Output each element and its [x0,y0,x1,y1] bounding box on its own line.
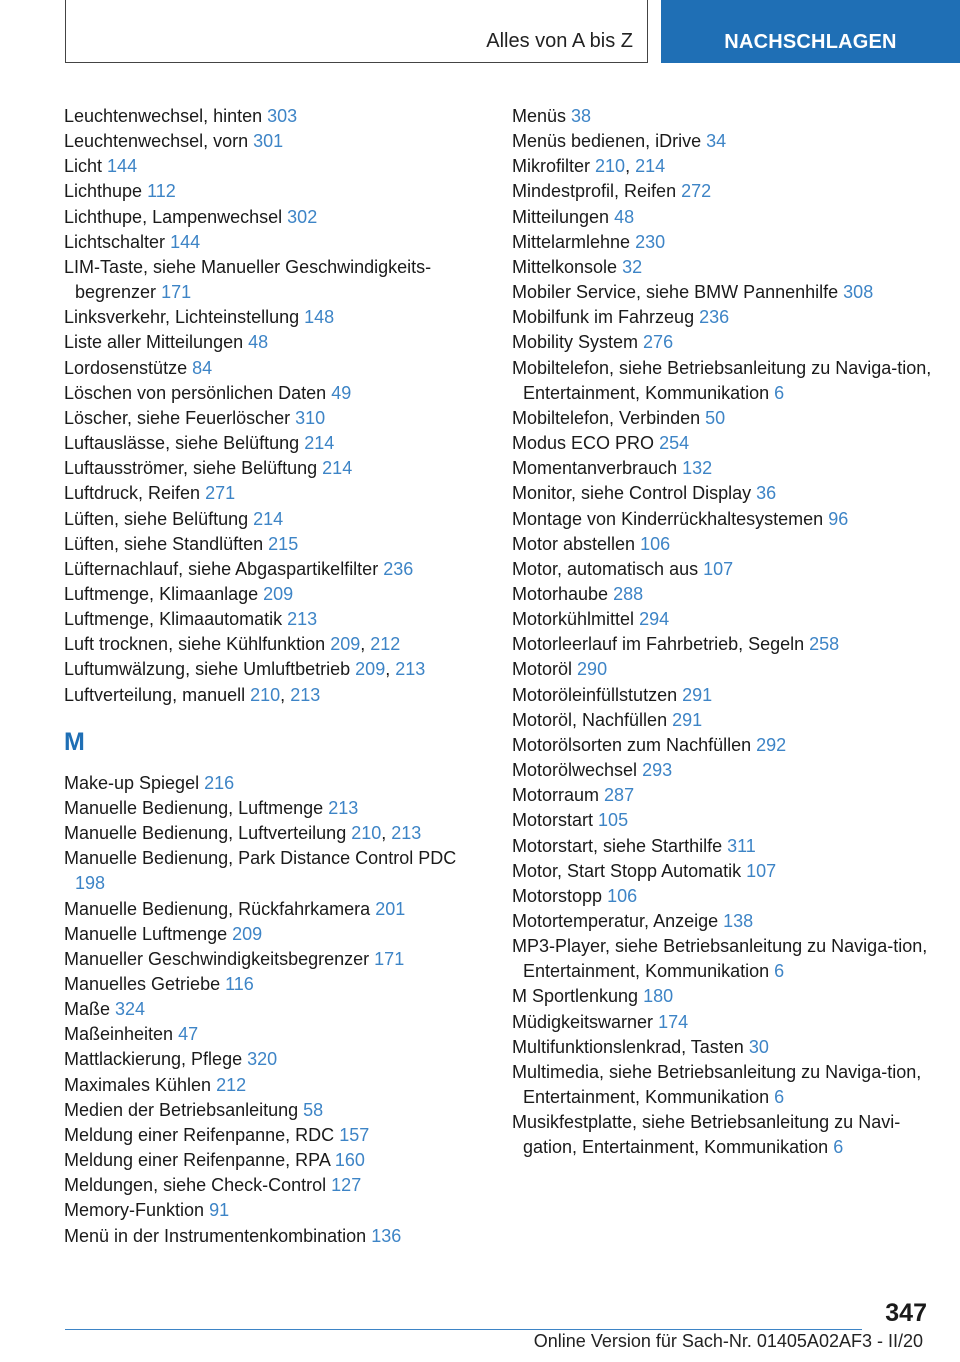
index-entry [64,1123,464,1148]
index-entry [512,280,932,305]
index-term: Meldungen, siehe Check-Control [64,1175,327,1196]
page-reference-link[interactable]: 30 [748,1036,769,1057]
page-reference-link[interactable]: 209 [355,659,386,680]
index-term: Motorstart, siehe Starthilfe [512,835,723,856]
index-term: Lichthupe, Lampenwechsel [64,206,283,227]
page-reference-link[interactable]: 236 [699,307,730,328]
index-term: Mobiltelefon, siehe Betriebsanleitung zu Naviga-tion, Entertainment, Kommunikation [512,357,932,403]
page-reference-link[interactable]: 171 [161,282,192,303]
index-entry [512,834,932,859]
page-reference-link[interactable]: 157 [339,1124,370,1145]
page-reference-link[interactable]: 311 [727,835,756,856]
page-reference-link[interactable]: 180 [643,986,674,1007]
index-term: Meldung einer Reifenpanne, RDC [64,1124,335,1145]
page-reference-link[interactable]: 210 [595,156,626,177]
index-term: Manuelle Bedienung, Luftmenge [64,797,324,818]
page-reference-link[interactable]: 112 [147,181,176,202]
index-term: Luftumwälzung, siehe Umluftbetrieb [64,659,351,680]
index-entry [64,607,464,632]
page-reference-link[interactable]: 213 [290,684,321,705]
page-reference-link[interactable]: 293 [642,760,673,781]
index-entry [512,557,932,582]
page-reference-link[interactable]: 209 [330,634,361,655]
index-term: Motorkühlmittel [512,609,635,630]
page-reference-link[interactable]: 301 [253,131,284,152]
page-reference-link[interactable]: 32 [622,256,643,277]
index-term: Lüften, siehe Belüftung [64,508,249,529]
page-reference-link[interactable]: 6 [833,1137,844,1158]
index-term: Motorölwechsel [512,760,638,781]
index-entry [512,179,932,204]
index-term: Mitteilungen [512,206,610,227]
page-reference-link[interactable]: 310 [295,407,326,428]
index-term: Manuelle Bedienung, Park Distance Control PDC [64,848,457,869]
index-entry [512,104,932,129]
page-reference-link[interactable]: 174 [658,1011,689,1032]
index-entry [512,733,932,758]
page-reference-link[interactable]: 290 [577,659,608,680]
index-entry: Luftumwälzung, siehe Umluftbetrieb 209, 213 [64,659,426,680]
index-term: Menüs [512,106,567,126]
index-term: Luftmenge, Klimaautomatik [64,609,283,630]
index-term: Motor, automatisch aus [512,558,699,579]
page-reference-link[interactable]: 106 [607,885,638,906]
index-list-m [64,771,464,1249]
page-reference-link[interactable]: 292 [756,734,787,755]
page-reference-link[interactable]: 48 [614,206,635,227]
index-term: Luftmenge, Klimaanlage [64,583,259,604]
index-entry [512,708,932,733]
index-term: Manuelle Luftmenge [64,923,228,944]
index-entry [512,984,932,1009]
index-entry [64,532,464,557]
index-term: Motoröl [512,659,573,680]
page-reference-link[interactable]: 271 [205,483,236,504]
index-term: Motorölsorten zum Nachfüllen [512,734,752,755]
index-entry [64,922,464,947]
index-term: Motorstopp [512,885,603,906]
index-term: Motorhaube [512,583,609,604]
index-term: Löscher, siehe Feuerlöscher [64,407,291,428]
page-reference-link[interactable]: 213 [391,823,422,844]
index-term: Make-up Spiegel [64,772,200,793]
index-term: Maximales Kühlen [64,1074,212,1095]
page-reference-link[interactable]: 212 [216,1074,247,1095]
index-term: Medien der Betriebsanleitung [64,1099,299,1120]
index-entry [512,129,932,154]
index-entry [512,808,932,833]
index-term: Menüs bedienen, iDrive [512,131,702,152]
index-entry [512,934,932,984]
page-reference-link[interactable]: 210 [351,823,382,844]
page-reference-link[interactable]: 136 [371,1225,402,1246]
page-reference-link[interactable]: 213 [395,659,426,680]
index-term: Memory-Funktion [64,1200,205,1221]
index-term: Manuelle Bedienung, Rückfahrkamera [64,898,371,919]
page-reference-link[interactable]: 84 [192,357,213,378]
page-reference-link[interactable]: 210 [250,684,281,705]
index-entry [512,1060,932,1110]
page-reference-link[interactable]: 132 [682,458,713,479]
index-entry [512,884,932,909]
page-reference-link[interactable]: 302 [287,206,318,227]
index-term: Manuelle Bedienung, Luftverteilung [64,823,347,844]
index-term: Mobilfunk im Fahrzeug [512,307,695,328]
index-term: Luftauslässe, siehe Belüftung [64,433,300,454]
page-reference-link[interactable]: 276 [643,332,674,353]
index-entry [64,1173,464,1198]
index-entry: Mikrofilter 210, 214 [512,156,666,177]
page-reference-link[interactable]: 288 [613,583,644,604]
page-reference-link[interactable]: 116 [225,974,254,994]
page-reference-link[interactable]: 38 [571,106,592,126]
index-term: Luftverteilung, manuell [64,684,246,705]
page-reference-link[interactable]: 144 [107,156,138,177]
index-entry [512,305,932,330]
index-term: Multimedia, siehe Betriebsanleitung zu Naviga-tion, Entertainment, Kommunikation [512,1061,922,1108]
index-column-left [64,104,464,1249]
index-entry [64,1047,464,1072]
index-entry [512,356,932,406]
index-entry [512,683,932,708]
index-term: Mobiltelefon, Verbinden [512,407,701,428]
index-entry [512,632,932,657]
index-term: Menü in der Instrumentenkombination [64,1225,367,1246]
header-title-box [65,0,648,63]
index-entry [64,972,464,997]
page-reference-link[interactable]: 209 [263,583,294,604]
index-entry: Luft trocknen, siehe Kühlfunktion 209, 212 [64,634,401,655]
index-term: Maßeinheiten [64,1024,174,1045]
index-entry [512,406,932,431]
index-entry [64,1098,464,1123]
page-reference-link[interactable]: 47 [178,1024,199,1045]
page-reference-link[interactable]: 320 [247,1049,278,1070]
index-entry [64,1224,464,1249]
index-entry [64,305,464,330]
page-reference-link[interactable]: 6 [774,382,785,403]
index-entry [512,481,932,506]
page-reference-link[interactable]: 105 [598,810,629,831]
index-entry [64,481,464,506]
index-entry [64,897,464,922]
index-entry [64,255,464,305]
index-term: Licht [64,156,103,177]
footer-divider [65,1329,862,1330]
index-entry [64,230,464,255]
index-term: Manuelles Getriebe [64,974,221,994]
header-section-tab [661,0,960,63]
page-reference-link[interactable]: 254 [659,433,690,454]
page-reference-link[interactable]: 198 [75,873,106,894]
index-term: Motortemperatur, Anzeige [512,911,719,931]
index-term: Lichthupe [64,181,143,202]
header-section-label: NACHSCHLAGEN [724,31,897,53]
page-reference-link[interactable]: 212 [370,634,401,655]
page-reference-link[interactable]: 34 [706,131,727,152]
page-reference-link[interactable]: 294 [639,609,670,630]
page-reference-link[interactable]: 291 [672,709,703,730]
index-entry [64,381,464,406]
page-reference-link[interactable]: 209 [232,923,263,944]
index-term: Leuchtenwechsel, vorn [64,131,249,152]
page-reference-link[interactable]: 48 [248,332,269,353]
page-reference-link[interactable]: 215 [268,533,299,554]
page-reference-link[interactable]: 303 [267,106,298,126]
section-letter: M [64,727,85,756]
index-entry [512,582,932,607]
index-term: Luftausströmer, siehe Belüftung [64,458,318,479]
index-entry [64,129,464,154]
page-reference-link[interactable]: 291 [682,684,713,705]
index-term: Lichtschalter [64,231,166,252]
page-number: 347 [885,1299,927,1327]
page-reference-link[interactable]: 216 [204,772,235,793]
page-reference-link[interactable]: 36 [756,483,777,504]
page-reference-link[interactable]: 106 [640,533,671,554]
index-column-right [512,104,932,1161]
index-entry [64,431,464,456]
index-entry [512,532,932,557]
index-list-m-continued [512,104,932,1161]
index-term: Mittelarmlehne [512,231,631,252]
index-entry [64,507,464,532]
index-term: Lordosenstütze [64,357,188,378]
page-reference-link[interactable]: 214 [635,156,666,177]
page-reference-link[interactable]: 171 [374,948,405,969]
index-term: Luft trocknen, siehe Kühlfunktion [64,634,326,655]
index-entry [64,771,464,796]
index-term: Motorraum [512,785,600,806]
page-reference-link[interactable]: 213 [287,609,318,630]
page-reference-link[interactable]: 148 [304,307,335,328]
page-reference-link[interactable]: 287 [604,785,635,806]
index-term: Leuchtenwechsel, hinten [64,106,263,126]
index-entry [64,557,464,582]
index-entry [64,104,464,129]
page-reference-link[interactable]: 96 [828,508,849,529]
index-entry [64,179,464,204]
index-entry [512,783,932,808]
index-term: Mobility System [512,332,639,353]
page-reference-link[interactable]: 144 [170,231,201,252]
page-reference-link[interactable]: 214 [304,433,335,454]
index-term: Momentanverbrauch [512,458,678,479]
index-entry [64,846,464,896]
page-reference-link[interactable]: 107 [703,558,734,579]
index-entry: Luftverteilung, manuell 210, 213 [64,684,321,705]
index-entry [512,607,932,632]
index-term: Mindestprofil, Reifen [512,181,677,202]
index-list-l [64,104,464,708]
index-entry [512,1110,932,1160]
index-term: Motorleerlauf im Fahrbetrieb, Segeln [512,634,805,655]
index-entry [512,1035,932,1060]
index-term: Luftdruck, Reifen [64,483,201,504]
page-reference-link[interactable]: 49 [331,382,352,403]
index-entry [512,657,932,682]
page-reference-link[interactable]: 258 [809,634,840,655]
index-term: M Sportlenkung [512,986,639,1007]
page-reference-link[interactable]: 138 [723,911,754,931]
index-term: Meldung einer Reifenpanne, RPA [64,1150,330,1171]
index-term: Mobiler Service, siehe BMW Pannenhilfe [512,282,839,303]
index-term: Multifunktionslenkrad, Tasten [512,1036,744,1057]
index-entry [64,997,464,1022]
page-reference-link[interactable]: 50 [705,407,726,428]
page-reference-link[interactable]: 214 [253,508,284,529]
index-entry [64,796,464,821]
index-entry [64,456,464,481]
page-reference-link[interactable]: 214 [322,458,353,479]
index-term: Motor abstellen [512,533,636,554]
page-reference-link[interactable]: 272 [681,181,712,202]
index-entry [512,1010,932,1035]
index-entry [512,758,932,783]
index-term: Motoröl, Nachfüllen [512,709,668,730]
index-entry [64,947,464,972]
page-reference-link[interactable]: 213 [328,797,359,818]
index-term: Mikrofilter [512,156,591,177]
index-entry [512,230,932,255]
index-entry [512,909,932,934]
index-term: Lüfternachlauf, siehe Abgaspartikelfilter [64,558,379,579]
index-term: Linksverkehr, Lichteinstellung [64,307,300,328]
index-term: Montage von Kinderrückhaltesystemen [512,508,824,529]
page-reference-link[interactable]: 58 [303,1099,324,1120]
header-title: Alles von A bis Z [486,30,633,52]
index-term: Modus ECO PRO [512,433,655,454]
index-entry [512,255,932,280]
index-entry [512,507,932,532]
page-reference-link[interactable]: 127 [331,1175,362,1196]
page-reference-link[interactable]: 160 [334,1150,365,1171]
index-entry [64,1073,464,1098]
index-term: Maße [64,999,111,1020]
page-reference-link[interactable]: 91 [209,1200,230,1221]
index-term: Motor, Start Stopp Automatik [512,860,742,881]
page-reference-link[interactable]: 201 [375,898,406,919]
page-reference-link[interactable]: 6 [774,1087,785,1108]
index-entry [64,154,464,179]
index-term: Musikfestplatte, siehe Betriebsanleitung zu Navi-gation, Entertainment, Kommunikation [512,1112,901,1158]
index-entry [64,356,464,381]
index-term: Mittelkonsole [512,256,618,277]
index-term: Liste aller Mitteilungen [64,332,244,353]
index-entry [512,431,932,456]
index-entry [512,330,932,355]
index-entry: Manuelle Bedienung, Luftverteilung 210, 213 [64,823,422,844]
index-term: MP3-Player, siehe Betriebsanleitung zu Naviga-tion, Entertainment, Kommunikation [512,936,928,982]
index-term: Monitor, siehe Control Display [512,483,752,504]
page-reference-link[interactable]: 236 [383,558,414,579]
index-entry [64,1148,464,1173]
index-term: Müdigkeitswarner [512,1011,654,1032]
index-entry [64,582,464,607]
page-reference-link[interactable]: 308 [843,282,874,303]
index-term: Motoröleinfüllstutzen [512,684,678,705]
page-reference-link[interactable]: 230 [635,231,666,252]
index-entry [64,330,464,355]
index-term: LIM-Taste, siehe Manueller Geschwindigkeits-begrenzer [64,256,432,303]
index-term: Mattlackierung, Pflege [64,1049,243,1070]
index-term: Motorstart [512,810,594,831]
index-entry [64,1022,464,1047]
index-term: Löschen von persönlichen Daten [64,382,327,403]
page-reference-link[interactable]: 6 [774,961,785,982]
index-entry [64,1198,464,1223]
index-entry [512,205,932,230]
page-reference-link[interactable]: 107 [746,860,777,881]
index-term: Manueller Geschwindigkeitsbegrenzer [64,948,370,969]
footer-version-text: Online Version für Sach-Nr. 01405A02AF3 - II/20 [533,1331,923,1351]
page-reference-link[interactable]: 324 [115,999,146,1020]
index-entry [512,859,932,884]
index-entry [512,456,932,481]
index-entry [64,406,464,431]
index-entry [64,205,464,230]
index-term: Lüften, siehe Standlüften [64,533,264,554]
